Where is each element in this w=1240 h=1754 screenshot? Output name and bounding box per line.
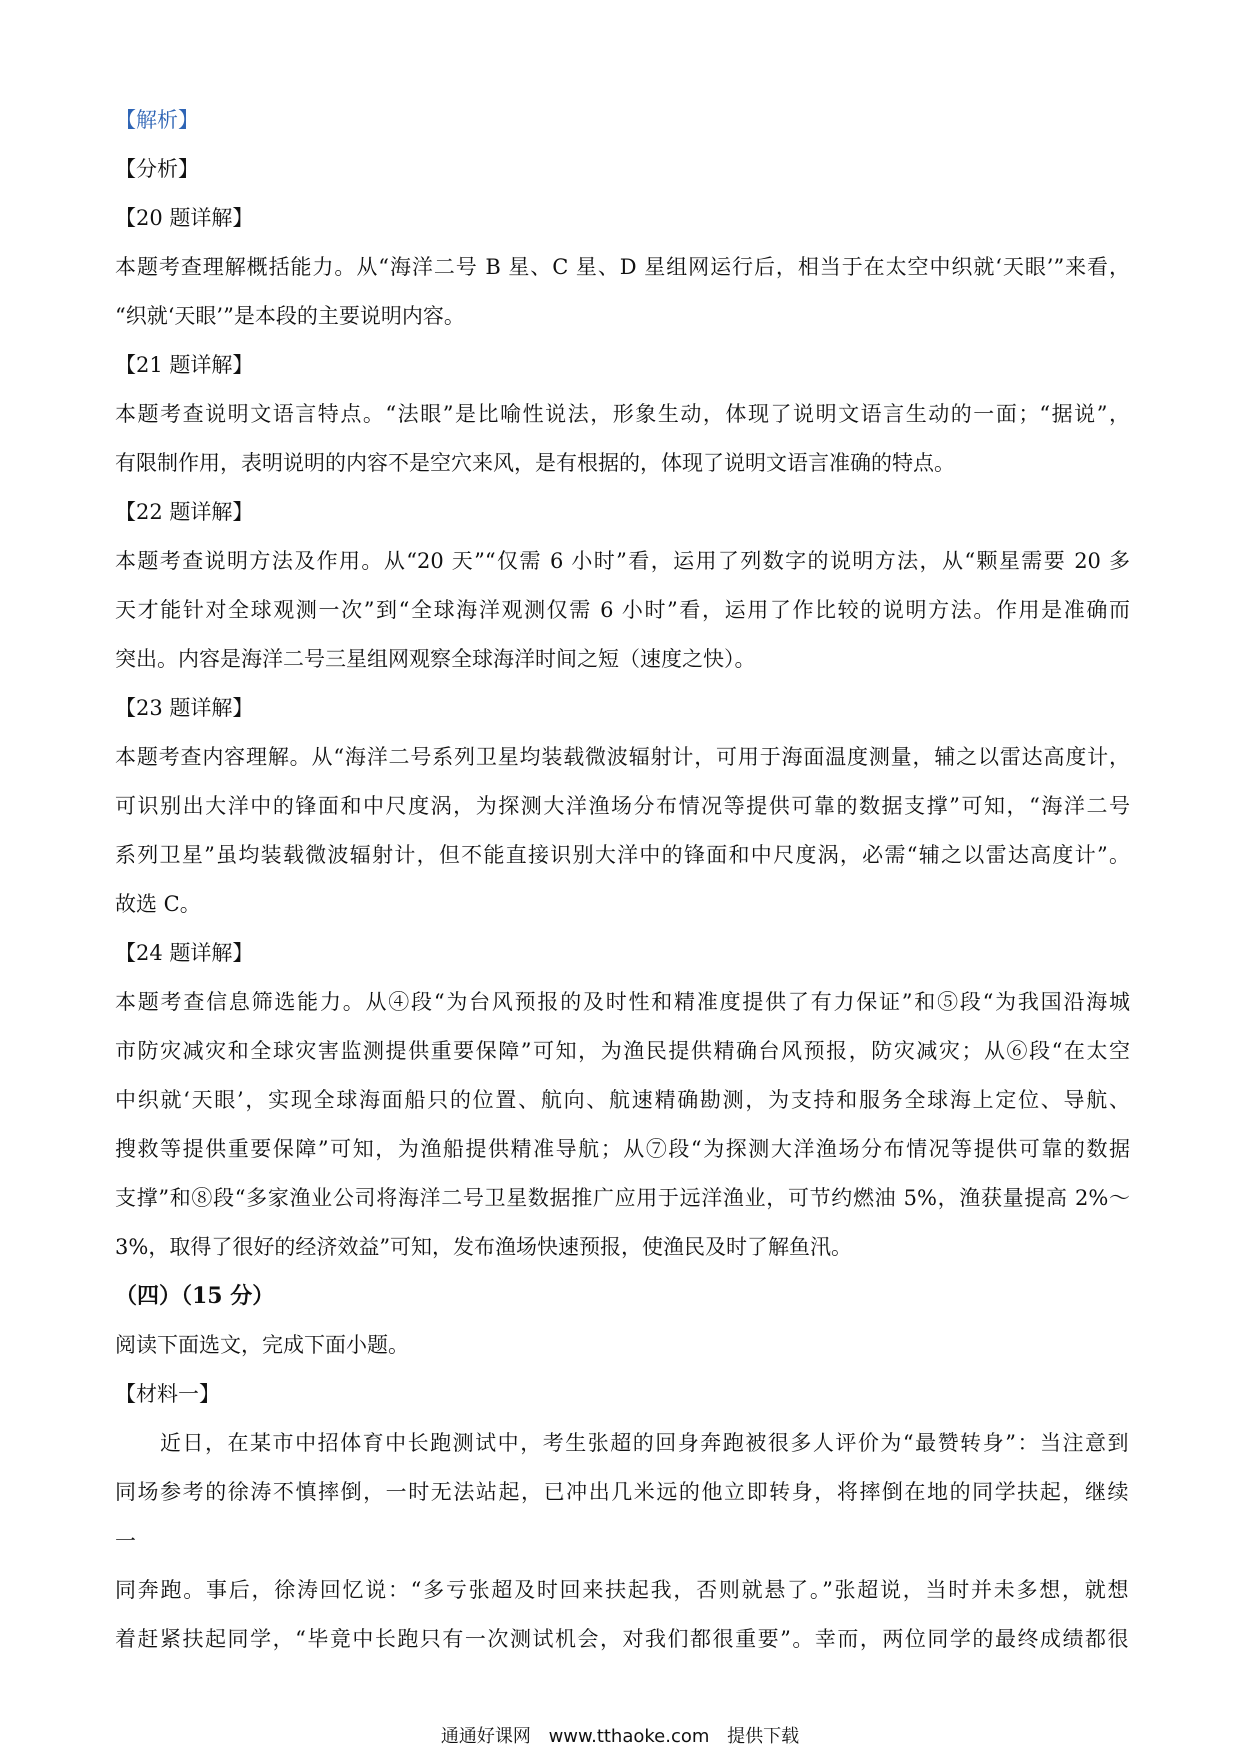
section4-title: （四）（15 分）: [115, 1283, 275, 1309]
footer-note: 提供下载: [727, 1726, 800, 1747]
q22-line: 本题考查说明方法及作用。从“20 天”“仅需 6 小时”看，运用了列数字的说明方法，从“颗星需要 20 多: [115, 549, 1130, 573]
fenxi-label: 【分析】: [115, 157, 199, 181]
q21-line: 有限制作用，表明说明的内容不是空穴来风，是有根据的，体现了说明文语言准确的特点。: [115, 451, 955, 475]
q23-line: 本题考查内容理解。从“海洋二号系列卫星均装载微波辐射计，可用于海面温度测量，辅之以雷达高度计，: [115, 745, 1130, 769]
q20-line: 本题考查理解概括能力。从“海洋二号 B 星、C 星、D 星组网运行后，相当于在太空中织就‘天眼’”来看，: [115, 255, 1130, 279]
material-line: 着赶紧扶起同学，“毕竟中长跑只有一次测试机会，对我们都很重要”。幸而，两位同学的最终成绩都很: [115, 1627, 1130, 1651]
document-content: [115, 96, 1130, 1664]
page-footer: [0, 1722, 1240, 1748]
material-line: 近日，在某市中招体育中长跑测试中，考生张超的回身奔跑被很多人评价为“最赞转身”：当注意到: [160, 1431, 1130, 1455]
q22-title: 【22 题详解】: [115, 500, 254, 524]
q24-line: 本题考查信息筛选能力。从④段“为台风预报的及时性和精准度提供了有力保证”和⑤段“为我国沿海城: [115, 990, 1130, 1014]
q21-line: 本题考查说明文语言特点。“法眼”是比喻性说法，形象生动，体现了说明文语言生动的一面；“据说”，: [115, 402, 1130, 426]
footer-site-name: 通通好课网: [440, 1726, 531, 1747]
q24-line: 中织就‘天眼’，实现全球海面船只的位置、航向、航速精确勘测，为支持和服务全球海上定位、导航、: [115, 1088, 1130, 1112]
q21-title: 【21 题详解】: [115, 353, 254, 377]
q24-line: 搜救等提供重要保障”可知，为渔船提供精准导航；从⑦段“为探测大洋渔场分布情况等提供可靠的数据: [115, 1137, 1130, 1161]
section4-instruction: 阅读下面选文，完成下面小题。: [115, 1333, 409, 1357]
material-line: 同场参考的徐涛不慎摔倒，一时无法站起，已冲出几米远的他立即转身，将摔倒在地的同学扶起，继续一: [115, 1480, 1130, 1553]
q24-line: 市防灾减灾和全球灾害监测提供重要保障”可知，为渔民提供精确台风预报，防灾减灾；从⑥段“在太空: [115, 1039, 1130, 1063]
q20-title: 【20 题详解】: [115, 206, 254, 230]
q24-title: 【24 题详解】: [115, 941, 254, 965]
q24-line: 支撑”和⑧段“多家渔业公司将海洋二号卫星数据推广应用于远洋渔业，可节约燃油 5%，渔获量提高 2%～: [115, 1186, 1130, 1210]
q22-line: 突出。内容是海洋二号三星组网观察全球海洋时间之短（速度之快）。: [115, 647, 756, 671]
q23-title: 【23 题详解】: [115, 696, 254, 720]
material-line: 同奔跑。事后，徐涛回忆说：“多亏张超及时回来扶起我，否则就悬了。”张超说，当时并未多想，就想: [115, 1578, 1130, 1602]
q24-line: 3%，取得了很好的经济效益”可知，发布渔场快速预报，使渔民及时了解鱼汛。: [115, 1235, 853, 1259]
q23-line: 故选 C。: [115, 892, 201, 916]
q20-line: “织就‘天眼’”是本段的主要说明内容。: [115, 304, 465, 328]
analysis-label: 【解析】: [115, 108, 199, 132]
footer-url[interactable]: www.tthaoke.com: [548, 1726, 710, 1747]
q23-line: 系列卫星”虽均装载微波辐射计，但不能直接识别大洋中的锋面和中尺度涡，必需“辅之以雷达高度计”。: [115, 843, 1130, 867]
material-one-label: 【材料一】: [115, 1382, 220, 1406]
q23-line: 可识别出大洋中的锋面和中尺度涡，为探测大洋渔场分布情况等提供可靠的数据支撑”可知，“海洋二号: [115, 794, 1130, 818]
q22-line: 天才能针对全球观测一次”到“全球海洋观测仅需 6 小时”看，运用了作比较的说明方法。作用是准确而: [115, 598, 1130, 622]
